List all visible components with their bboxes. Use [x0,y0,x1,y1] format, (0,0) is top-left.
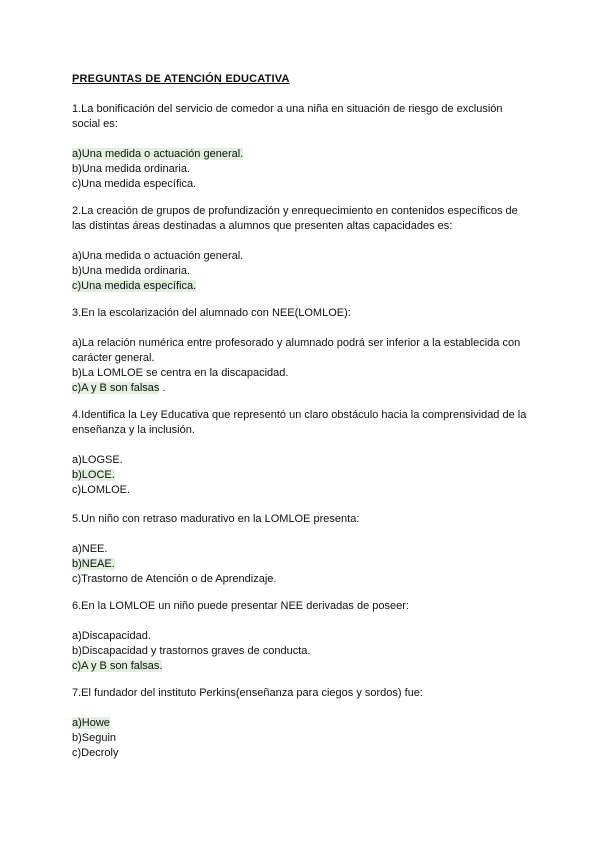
option-c: c)Trastorno de Atención o de Aprendizaje. [72,573,277,585]
option-c-answer: c)Una medida específica. [72,280,197,292]
option-a-answer: a)Una medida o actuación general. [72,148,244,160]
option-b: b)La LOMLOE se centra en la discapacidad. [72,367,289,379]
question-2 [72,204,532,294]
question-5 [72,512,532,587]
question-7 [72,686,532,761]
question-stem: 6.En la LOMLOE un niño puede presentar NEE derivadas de poseer: [72,600,409,612]
option-b-answer: b)NEAE. [72,558,115,570]
option-b: b)Discapacidad y trastornos graves de conducta. [72,645,311,657]
question-stem: 4.Identifica la Ley Educativa que representó un claro obstáculo hacia la comprensividad de la enseñanza y la inclusión. [72,409,527,436]
option-b: b)Una medida ordinaria. [72,163,191,175]
option-a: a)La relación numérica entre profesorado y alumnado podrá ser inferior a la establecida con carácter general. [72,337,521,364]
option-c-trailing: . [159,382,166,394]
option-b: b)Una medida ordinaria. [72,265,191,277]
option-c-answer: c)A y B son falsas. [72,660,163,672]
question-4 [72,408,532,498]
question-3 [72,306,532,396]
option-a: a)Una medida o actuación general. [72,250,244,262]
option-c: c)LOMLOE. [72,484,131,496]
option-c: c)Decroly [72,747,119,759]
question-6 [72,599,532,674]
question-stem: 1.La bonificación del servicio de comedor a una niña en situación de riesgo de exclusión social es: [72,103,503,130]
option-b-answer: b)LOCE. [72,469,115,481]
question-stem: 7.El fundador del instituto Perkins(enseñanza para ciegos y sordos) fue: [72,687,423,699]
question-stem: 3.En la escolarización del alumnado con NEE(LOMLOE): [72,307,351,319]
option-b: b)Seguin [72,732,117,744]
option-c-answer: c)A y B son falsas [72,382,160,394]
option-a-answer: a)Howe [72,717,110,729]
question-stem: 5.Un niño con retraso madurativo en la LOMLOE presenta: [72,513,360,525]
question-stem: 2.La creación de grupos de profundización y enrequecimiento en contenidos específicos de las distintas áreas destinadas a alumnos que presenten altas capacidades es: [72,205,518,232]
question-1 [72,102,532,192]
document-title: PREGUNTAS DE ATENCIÓN EDUCATIVA [72,73,290,85]
option-a: a)Discapacidad. [72,630,151,642]
option-a: a)LOGSE. [72,454,123,466]
option-a: a)NEE. [72,543,108,555]
option-c: c)Una medida específica. [72,178,197,190]
